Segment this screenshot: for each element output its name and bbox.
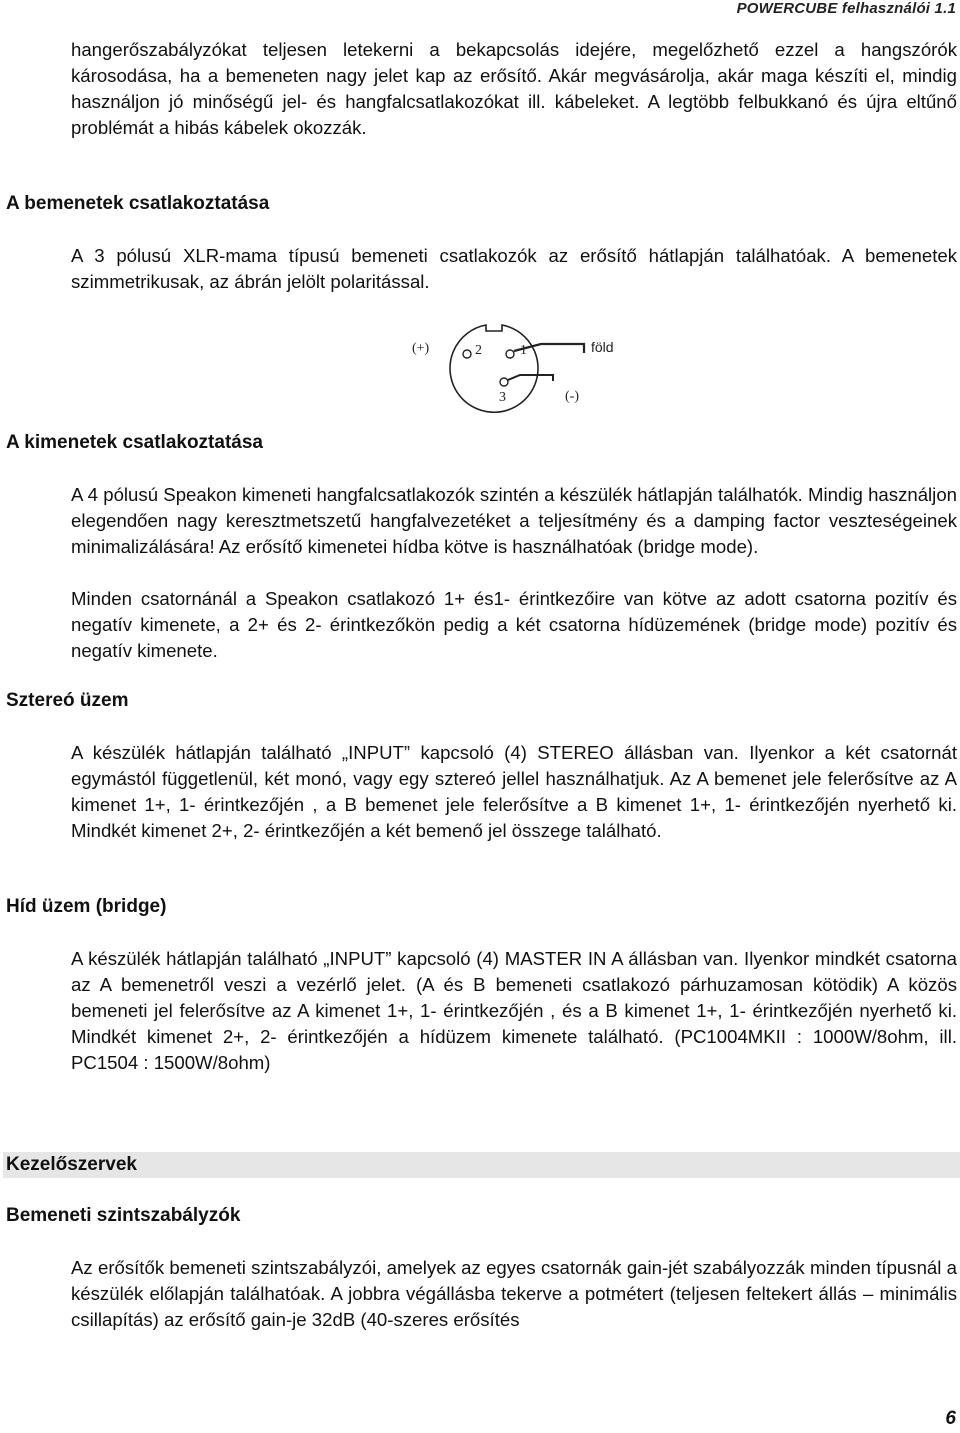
inputs-paragraph: A 3 pólusú XLR-mama típusú bemeneti csatlakozók az erősítő hátlapján találhatóak. A bemenetek szimmetrikusak, az ábrán jelölt polaritással. xyxy=(71,245,957,292)
pin-1-label: 1 xyxy=(520,343,527,358)
document-header: POWERCUBE felhasználói 1.1 xyxy=(736,0,956,17)
minus-label: (-) xyxy=(565,389,579,404)
stereo-paragraph: A készülék hátlapján található „INPUT” kapcsoló (4) STEREO állásban van. Ilyenkor a két csatornát egymástól függetlenül, két monó, vagy egy sztereó jellel használhatjuk. Az A bemenet jele felerősítve az A kimenet 1+, 1- érintkezőjén , a B bemenet jele felerősítve a B kimenet 1+, 1- érintkezőjén nyerhető ki. Mindkét kimenet 2+, 2- érintkezőjén a két bemenő jel összege található. xyxy=(71,742,957,841)
pin-3-circle xyxy=(500,378,508,386)
stereo-heading: Sztereó üzem xyxy=(6,690,129,711)
pin-2-label: 2 xyxy=(475,343,482,358)
intro-paragraph: hangerőszabályzókat teljesen letekerni a bekapcsolás idejére, megelőzhető ezzel a hangszórók károsodása, ha a bemeneten nagy jelet kap az erősítő. Akár megvásárolja, akár maga készíti el, mindig használjon jó minőségű jel- és hangfalcsatlakozókat ill. kábeleket. A legtöbb felbukkanó és újra eltűnő problémát a hibás kábelek okozzák. xyxy=(71,39,957,138)
controls-section-title: Kezelőszervek xyxy=(6,1154,137,1175)
page-number: 6 xyxy=(945,1408,956,1429)
bridge-heading: Híd üzem (bridge) xyxy=(6,896,167,917)
controls-heading: Bemeneti szintszabályzók xyxy=(6,1205,241,1226)
outputs-paragraph-1: A 4 pólusú Speakon kimeneti hangfalcsatlakozók szintén a készülék hátlapján találhatók. Mindig használjon elegendően nagy keresztmetszetű hangfalvezetéket a teljesítmény és a damping factor veszteségeinek minimalizálására! Az erősítő kimenetei hídba kötve is használhatóak (bridge mode). xyxy=(71,484,957,557)
inputs-heading: A bemenetek csatlakoztatása xyxy=(6,193,270,214)
controls-paragraph: Az erősítők bemeneti szintszabályzói, amelyek az egyes csatornák gain-jét szabályozzák minden típusnál a készülék előlapján találhatóak. A jobbra végállásba tekerve a potmétert (teljesen feltekert állás – minimális csillapítás) az erősítő gain-je 32dB (40-szeres erősítés xyxy=(71,1257,957,1330)
minus-wire xyxy=(508,375,553,381)
xlr-connector-outline xyxy=(450,325,538,412)
outputs-heading: A kimenetek csatlakoztatása xyxy=(6,432,263,453)
ground-label: föld xyxy=(591,339,614,355)
plus-label: (+) xyxy=(412,341,430,356)
bridge-paragraph: A készülék hátlapján található „INPUT” kapcsoló (4) MASTER IN A állásban van. Ilyenkor mindkét csatorna az A bemenetről veszi a vezérlő jelet. (A és B bemeneti csatlakozó párhuzamosan kötödik) A közös bemeneti jel felerősítve az A kimenet 1+, 1- érintkezőjén , és a B kimenet 1+, 1- érintkezőjén nyerhető ki. Mindkét kimenet 2+, 2- érintkezőjén a hídüzem kimenete található. (PC1004MKII : 1000W/8ohm, ill. PC1504 : 1500W/8ohm) xyxy=(71,948,957,1073)
outputs-paragraph-2: Minden csatornánál a Speakon csatlakozó 1+ és1- érintkezőire van kötve az adott csatorna pozitív és negatív kimenete, a 2+ és 2- érintkezőkön pedig a két csatorna hídüzemének (bridge mode) pozitív és negatív kimenete. xyxy=(71,588,957,661)
pin-3-label: 3 xyxy=(499,390,506,405)
controls-section-bar xyxy=(3,1152,960,1178)
pin-2-circle xyxy=(463,350,471,358)
pin-1-circle xyxy=(506,350,514,358)
xlr-connector-diagram xyxy=(400,318,640,413)
